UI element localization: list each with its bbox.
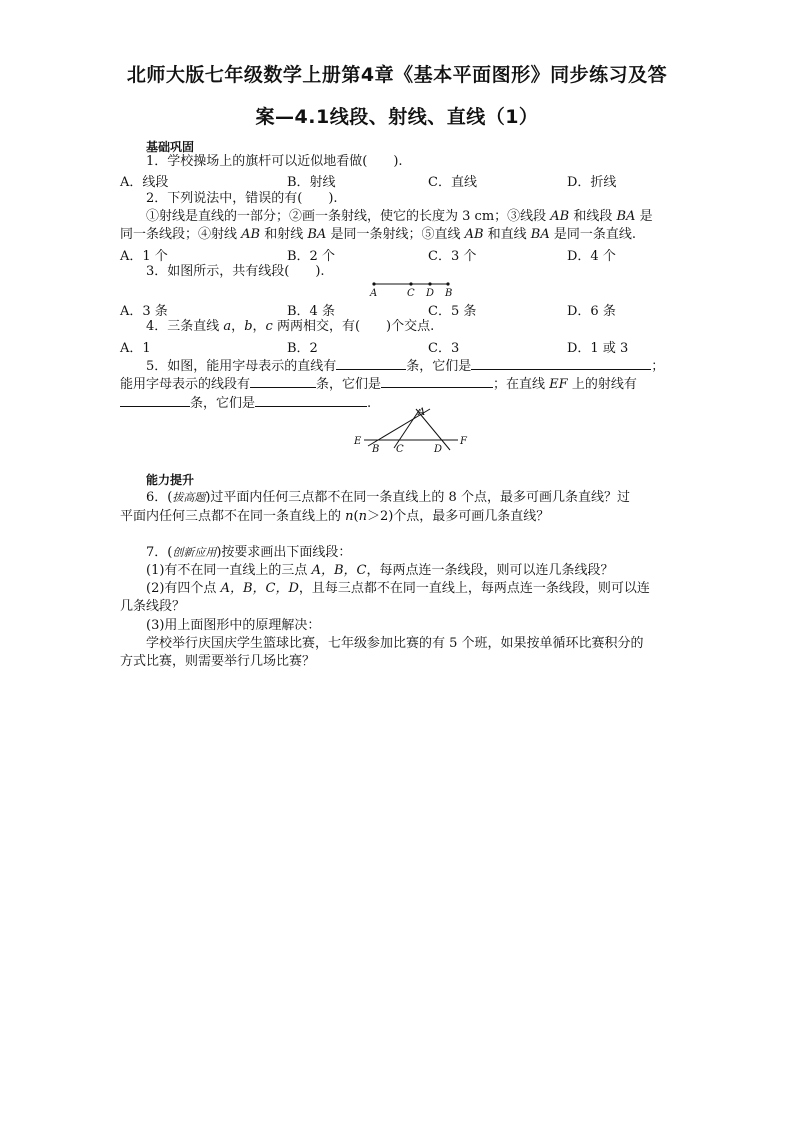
question-7-part2-line1: (2)有四个点 A，B，C，D，且每三点都不在同一直线上，每两点连一条线段，则可以连 [146,581,650,596]
q7-tag: 创新应用 [172,546,217,559]
q6-tag: 拔高题 [172,491,206,504]
q3-point-d [428,282,431,285]
question-4-stem: 4．三条直线 a，b，c 两两相交，有( )个交点. [146,319,435,334]
q3-option-a: A．3 条 [120,304,168,319]
question-5-line2: 能用字母表示的线段有 条，它们是 ；在直线 EF 上的射线有 [120,374,637,394]
q3-point-b [446,282,449,285]
question-1-stem: 1．学校操场上的旗杆可以近似地看做( ). [146,154,403,169]
question-7-part3: (3)用上面图形中的原理解决： [146,618,321,633]
question-7-part4-line1: 学校举行庆国庆学生篮球比赛，七年级参加比赛的有 5 个班，如果按单循环比赛积分的 [146,636,644,651]
q5-lines-figure [350,404,475,456]
question-2-statement-line1: ①射线是直线的一部分；②画一条射线，使它的长度为 3 cm；③线段 AB 和线段 BA 是 [146,209,653,224]
q3-option-b: B．4 条 [287,304,335,319]
section-heading-basic: 基础巩固 [146,140,195,154]
q2-option-a: A．1 个 [120,249,168,264]
q5-label-f: F [460,436,467,447]
question-7-part2-line2: 几条线段？ [120,599,186,614]
question-6-line2: 平面内任何三点都不在同一条直线上的 n(n＞2)个点，最多可画几条直线？ [120,509,550,524]
question-5-line1: 5．如图，能用字母表示的直线有 条，它们是 ； [146,356,664,376]
q3-point-a [372,282,375,285]
section-heading-advanced: 能力提升 [146,473,195,487]
question-3-stem: 3．如图所示，共有线段( ). [146,264,325,279]
q2-option-b: B．2 个 [287,249,335,264]
q3-label-d: D [426,288,435,299]
q3-label-a: A [370,288,378,299]
q4-option-b: B．2 [287,341,318,356]
q1-option-b: B．射线 [287,175,336,190]
q3-option-c: C．5 条 [428,304,477,319]
question-2-stem: 2．下列说法中，错误的有( ). [146,191,338,206]
q4-option-c: C．3 [428,341,460,356]
q5-blank-ray-count[interactable] [120,393,190,407]
question-7-part1: (1)有不在同一直线上的三点 A，B，C，每两点连一条线段，则可以连几条线段？ [146,563,614,578]
q1-option-c: C．直线 [428,175,477,190]
question-6-line1: 6．(拔高题)过平面内任何三点都不在同一条直线上的 8 个点，最多可画几条直线？过 [146,490,630,505]
q3-label-b: B [445,288,453,299]
question-7-stem: 7．(创新应用)按要求画出下面线段： [146,545,352,560]
q5-label-d: D [434,444,443,455]
question-2-statement-line2: 同一条线段；④射线 AB 和射线 BA 是同一条射线；⑤直线 AB 和直线 BA 是同一条直线. [120,227,637,242]
q3-option-d: D．6 条 [567,304,616,319]
q4-option-d: D．1 或 3 [567,341,629,356]
q5-blank-segment-count[interactable] [250,374,316,388]
question-7-part4-line2: 方式比赛，则需要举行几场比赛？ [120,654,316,669]
q3-point-c [409,282,412,285]
q5-blank-segment-names[interactable] [381,374,493,388]
q2-option-c: C．3 个 [428,249,477,264]
q5-blank-line-count[interactable] [336,356,406,370]
q1-option-d: D．折线 [567,175,617,190]
q3-label-c: C [407,288,415,299]
q2-option-d: D．4 个 [567,249,616,264]
q5-label-b: B [372,444,380,455]
q1-option-a: A．线段 [120,175,169,190]
q5-label-c: C [396,444,404,455]
q3-segment-figure [360,278,470,300]
question-5-line3: 条，它们是 . [120,393,371,413]
page-title-line1: 北师大版七年级数学上册第4章《基本平面图形》同步练习及答 [126,64,668,86]
q5-label-a: A [418,407,426,418]
q5-blank-line-names[interactable] [471,356,651,370]
page-title-line2: 案—4.1线段、射线、直线（1） [255,106,539,128]
q5-label-e: E [354,436,362,447]
q4-option-a: A．1 [120,341,151,356]
